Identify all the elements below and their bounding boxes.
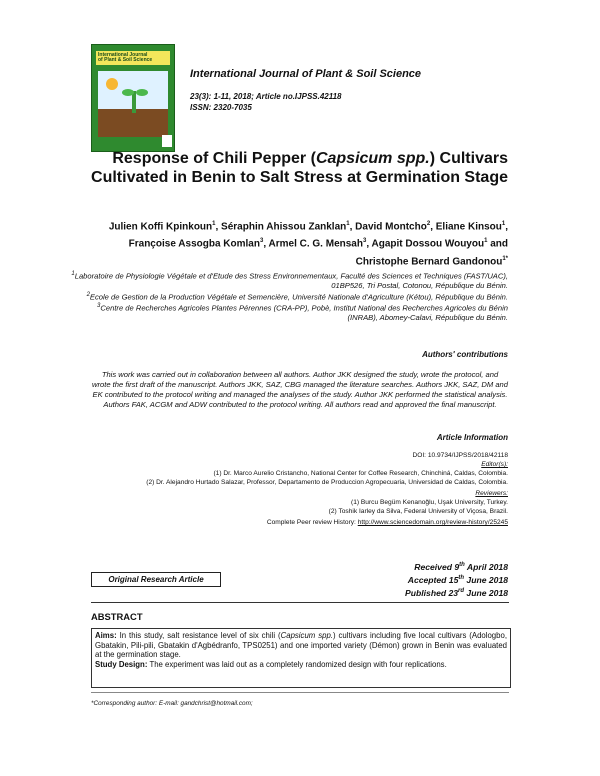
reviewer-1: (1) Burcu Begüm Kenanoğlu, Uşak University, Turkey. <box>351 499 508 506</box>
publication-dates <box>405 560 508 599</box>
footer-divider <box>91 692 509 693</box>
editor-2: (2) Dr. Alejandro Hurtado Salazar, Professor, Departamento de Produccion Agropecuaria, Universidad de Caldas, Colombia. <box>146 479 508 486</box>
doi: DOI: 10.9734/IJPSS/2018/42118 <box>412 452 508 459</box>
paper-title: Response of Chili Pepper (Capsicum spp.) Cultivars Cultivated in Benin to Salt Stress at Germination Stage <box>91 150 508 186</box>
editors-label: Editor(s): <box>481 461 508 468</box>
abstract-heading: ABSTRACT <box>91 611 143 622</box>
reviewers-label: Reviewers: <box>475 490 508 497</box>
issn: ISSN: 2320-7035 <box>190 103 252 112</box>
abstract-box: Aims: In this study, salt resistance level of six chili (Capsicum spp.) cultivars including five local cultivars (Adologbo, Gbatakin, Pili-pili, Gbatakin d'Agbédranfo, TPS0251) and one imported variety (Démon) grown in Benin was evaluated at the germination stage. Study Design: The experiment was laid out as a completely randomized design with four replications. <box>91 628 511 688</box>
journal-cover-image <box>91 44 175 152</box>
author-name: Christophe Bernard Gandonou <box>355 255 503 267</box>
author-list: Julien Koffi Kpinkoun$^1$, Séraphin Ahissou Zanklan$^1$, David Montcho$^2$, Eliane Kinsou$^1$, Françoise Assogba Komlan$^3$, Armel C. G. Mensah$^3$, Agapit Dossou Wouyou$^1$ and Christophe Bernard Gandonou$^{1*}$ <box>108 221 508 267</box>
review-history: Complete Peer review History: http://www.sciencedomain.org/review-history/25245 <box>266 519 508 526</box>
review-history-link[interactable]: http://www.sciencedomain.org/review-history/25245 <box>357 519 508 526</box>
received-date: Received 9th April 2018 <box>414 561 508 572</box>
affiliation-1: $^1$Laboratoire de Physiologie Végétale et d'Etude des Stress Environnementaux, Faculté des Sciences et Techniques (FAST/UAC), 01BP526, Tri Postal, Cotonou, République du Bénin. <box>71 271 508 291</box>
author-name: Françoise Assogba Komlan <box>128 238 260 250</box>
affiliation-3: $^3$Centre de Recherches Agricoles Plantes Pérennes (CRA-PP), Pobè, Institut National des Recherches Agricoles du Bénin (INRAB), Abomey-Calavi, République du Bénin. <box>97 302 508 322</box>
article-info-heading: Article Information <box>436 433 508 442</box>
contributions-text: This work was carried out in collaboration between all authors. Author JKK designed the study, wrote the protocol, and wrote the first draft of the manuscript. Authors JKK, SAZ, CBG managed the literature searches. Authors JKK, SAZ, DM and EK contributed to the protocol writing and managed the analyses of the study. Author JKK performed the statistical analysis. Authors FAK, ACGM and ADW contributed to the protocol writing. All authors read and approved the final manuscript. <box>92 370 509 409</box>
article-type-badge: Original Research Article <box>91 572 221 587</box>
reviewer-2: (2) Toshik Iarley da Silva, Federal University of Viçosa, Brazil. <box>328 508 508 515</box>
accepted-date: Accepted 15th June 2018 <box>407 574 508 585</box>
journal-name: International Journal of Plant & Soil Science <box>190 68 422 80</box>
affiliation-2: $^2$Ecole de Gestion de la Production Végétale et Semencière, Université Nationale d'Agriculture (Kétou), République du Bénin. <box>86 291 508 302</box>
corresponding-author: *Corresponding author: E-mail: gandchrist@hotmail.com; <box>91 700 253 707</box>
volume-info: 23(3): 1-11, 2018; Article no.IJPSS.42118 <box>190 92 342 101</box>
published-date: Published 23rd June 2018 <box>405 587 508 598</box>
divider <box>91 602 509 603</box>
sun-icon <box>106 78 118 90</box>
cover-title: International Journal of Plant & Soil Science <box>98 52 153 63</box>
affiliations <box>68 270 508 323</box>
author-name: Armel C. G. Mensah <box>268 238 363 250</box>
author-name: Julien Koffi Kpinkoun <box>108 221 213 233</box>
soil-graphic <box>98 109 168 137</box>
contributions-heading: Authors' contributions <box>422 350 508 359</box>
author-name: Agapit Dossou Wouyou <box>371 238 485 250</box>
author-name: Séraphin Ahissou Zanklan <box>221 221 347 233</box>
author-name: Eliane Kinsou <box>435 221 502 233</box>
editor-1: (1) Dr. Marco Aurelio Cristancho, National Center for Coffee Research, Chinchiná, Caldas, Colombia. <box>213 470 508 477</box>
author-name: David Montcho <box>355 221 427 233</box>
